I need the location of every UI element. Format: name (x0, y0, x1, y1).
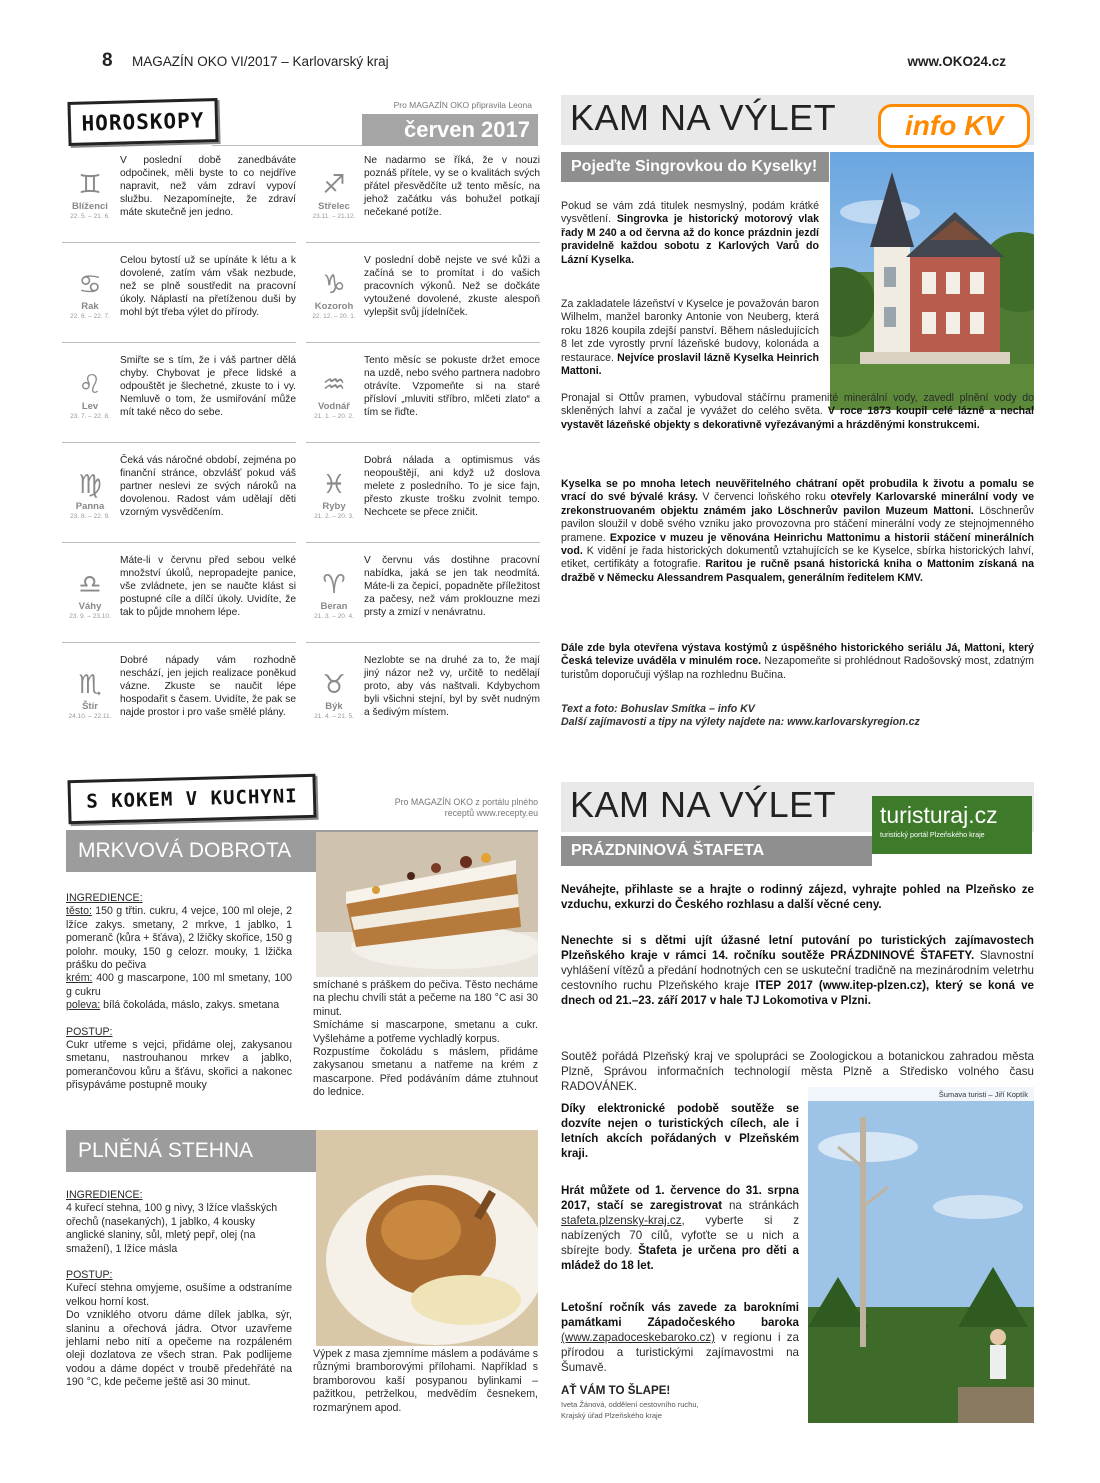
divider (306, 342, 540, 343)
kam1-paragraph-3 (561, 478, 1034, 585)
horoscope-text: V červnu vás dostihne pracovní nabídka, jaká se jen tak neodmítá. Máte-li za čepicí, popadněte příležitost za pačesy, než vám proklouzne mezi prsty a zmizí v nenávratnu. (364, 555, 540, 618)
zodiac-sign (306, 170, 362, 220)
kam2-paragraph-5 (561, 1183, 799, 1273)
recipe1-title: MRKVOVÁ DOBROTA (66, 830, 538, 872)
kam2-p1: Neváhejte, přihlaste se a hrajte o rodinný zájezd, vyhrajte pohled na Plzeňsko ze vzduchu, exkurzi do Českého rozhlasu a další věcné ceny. (561, 883, 1034, 911)
horoscope-text: Máte-li v červnu před sebou velké množství úkolů, nepropadejte panice, vše zvládnete, jen se naučte klást si postupné cíle a dílčí úkoly. Uvidíte, že tak to půjde mnohem lépe. (120, 555, 296, 618)
recipe2-postup-cont (313, 1348, 538, 1415)
zodiac-dates: 21. 2. – 20. 3. (314, 513, 354, 520)
kam2-p3: Soutěž pořádá Plzeňský kraj ve spolupráci se Zoologickou a botanickou zahradou města Plzně, Správou informačních technologií města Plzně a Středisko volného času RADOVÁNEK. (561, 1050, 1034, 1093)
kam2-p2b: Slavnostní vyhlášení vítězů a předání hodnotných cen se uskuteční tradičně na mezinárodním veletrhu cestovního ruchu Plzeňského kraje (561, 949, 1035, 992)
site-url[interactable]: www.OKO24.cz (907, 54, 1006, 69)
zodiac-dates: 21. 4. – 21. 5. (314, 713, 354, 720)
kam2-signature (561, 1399, 699, 1421)
zodiac-name: Ryby (322, 501, 346, 512)
recipe1-ingr-label: INGREDIENCE: (66, 892, 143, 904)
recipe1-testo (66, 905, 292, 972)
kyselka-villa-photo (830, 152, 1034, 410)
kam1-paragraph-2 (561, 298, 819, 378)
zodiac-name: Váhy (78, 601, 102, 612)
zodiac-sign (62, 470, 118, 520)
horoscope-text: Nezlobte se na druhé za to, že mají jiný názor než vy, určitě to nedělají proto, aby vás naštvali. Kdybychom byli všichni stejní, byl by svět nudným a šedivým místem. (364, 655, 540, 718)
stuffed-thigh-photo (316, 1130, 538, 1346)
recipe1-postup-4: Rozpustíme čokoládu s máslem, přidáme zakysanou smetanu a natřeme na krém z mascarpone. Před podáváním dáme ztuhnout do lednice. (313, 1046, 538, 1099)
scorpio-icon: ♏ (78, 670, 102, 700)
recipe1-postup-3: Smícháme si mascarpone, smetanu a cukr. Vyšleháme a potřeme vychladlý korpus. (313, 1019, 538, 1045)
divider (62, 442, 296, 443)
kam1-credit-1: Text a foto: Bohuslav Smítka – info KV (561, 703, 755, 715)
horoscope-text: Dobrá nálada a optimismus vás neopouštějí, ani když už doslova melete z posledního. To je sice fajn, přesto zkuste trošku zvolnit tempo. Nechcete se přece zničit. (364, 455, 540, 518)
page-number: 8 (102, 50, 113, 71)
recipe1-ingredients (66, 892, 292, 1093)
recipe1-postup-1: Cukr utřeme s vejci, přidáme olej, zakysanou smetanu, nastrouhanou mrkev a jablko, pomerančovou kůru a šťávu, skořici a nakonec přisypáváme postupně mouky (66, 1039, 292, 1092)
divider (306, 642, 540, 643)
zodiac-dates: 21. 3. – 20. 4. (314, 613, 354, 620)
kam2-p5a: Hrát můžete od 1. července do 31. srpna 2017, stačí se zaregistrovat (561, 1184, 799, 1212)
sagittarius-icon: ♐ (322, 170, 346, 200)
kam1-paragraph-4 (561, 642, 1034, 682)
testo-label: těsto: (66, 905, 92, 918)
kam2-p5d: , vyberte si z nabízených 70 cílů, vyfoťte se u nich a sbírejte body. (561, 1214, 799, 1257)
kam2-p6a: Letošní ročník vás zavede za barokními památkami Západočeského baroka (561, 1301, 799, 1329)
kam1-p3g: Raritou je ručně psaná historická kniha o Mattonim získaná na dražbě v Německu Alessandrem Pasqualem, generálním ředitelem KMV. (561, 558, 1035, 584)
poleva-text: bílá čokoláda, máslo, zakys. smetana (100, 999, 280, 1012)
baroko-link[interactable]: (www.zapadoceskebaroko.cz) (561, 1331, 716, 1344)
kam2-p2c: ITEP 2017 (www.itep-plzen.cz), který se koná ve dnech od 21.–23. září 2017 v hale TJ Lokomotiva v Plzni. (561, 979, 1034, 1007)
kam2-sig-1: Iveta Žánová, oddělení cestovního ruchu, (561, 1400, 699, 1409)
recipe2-title: PLNĚNÁ STEHNA (66, 1130, 538, 1172)
zodiac-name: Býk (325, 701, 343, 712)
recipe1-poleva (66, 999, 292, 1012)
kam1-p2b: Nejvíce proslavil lázně Kyselka Heinrich Mattoni. (561, 351, 819, 378)
kam2-slogan: AŤ VÁM TO ŠLAPE! (561, 1384, 671, 1397)
zodiac-name: Blíženci (72, 201, 108, 212)
zodiac-sign (62, 270, 118, 320)
leo-icon: ♌ (78, 370, 102, 400)
zodiac-sign (62, 170, 118, 220)
kam1-credit (561, 703, 1034, 730)
kam2-sig-2: Krajský úřad Plzeňského kraje (561, 1411, 662, 1420)
zodiac-name: Lev (81, 401, 99, 412)
divider (306, 442, 540, 443)
recipe2-postup-label: POSTUP: (66, 1269, 113, 1282)
zodiac-sign (62, 670, 118, 720)
kam2-subtitle: PRÁZDNINOVÁ ŠTAFETA (561, 836, 872, 866)
divider (62, 542, 296, 543)
zodiac-name: Beran (320, 601, 348, 612)
kam1-subtitle: Pojeďte Singrovkou do Kyselky! (561, 152, 829, 182)
recipe1-postup-label: POSTUP: (66, 1025, 113, 1038)
divider (212, 145, 362, 146)
zodiac-sign (62, 570, 118, 620)
kam2-paragraph-6 (561, 1300, 799, 1375)
horoscope-text: Čeká vás náročné období, zejména po finanční stránce, obzvlášť pokud váš partner neslevi ze svých nároků na dovolenou. Radost vám udělají děti vzorným vysvědčením. (120, 455, 296, 518)
zodiac-dates: 23. 8. – 22. 9. (70, 513, 110, 520)
zodiac-dates: 23.11. – 21.12. (312, 213, 356, 220)
pisces-icon: ♓ (322, 470, 346, 500)
zodiac-dates: 23. 9. – 23.10. (69, 613, 111, 620)
zodiac-dates: 24.10. – 22.11. (68, 713, 112, 720)
kam2-p5b: na stránkách (722, 1199, 799, 1212)
kam1-p3f: K vidění je řada historických dokumentů vztahujících se ke Kyselce, sbírka historických lahví, etiket, certifikáty a fotografie. (561, 545, 1034, 571)
zodiac-dates: 22. 5. – 21. 6. (70, 213, 110, 220)
sumava-photo (808, 1087, 1034, 1423)
kam1-p1b: Singrovka je historický motorový vlak řady M 240 a od června až do konce prázdnin jezdí pravidelně každou sobotu z Karlových Varů do Lázní Kyselka. (561, 213, 819, 266)
zodiac-sign (306, 270, 362, 320)
kam2-p4: Díky elektronické podobě soutěže se dozvíte nejen o turistických cílech, ale i letních akcích pořádaných v Plzeňském kraji. (561, 1102, 799, 1160)
zodiac-sign (306, 370, 362, 420)
krem-label: krém: (66, 972, 93, 985)
kam2-paragraph-2 (561, 933, 1034, 1008)
kam2-paragraph-1 (561, 882, 1034, 912)
zodiac-name: Štír (82, 701, 98, 712)
magazine-title: MAGAZÍN OKO VI/2017 – Karlovarský kraj (132, 54, 389, 69)
turisturaj-logo[interactable] (872, 796, 1032, 854)
aries-icon: ♈ (322, 570, 346, 600)
stafeta-link[interactable]: stafeta.plzensky-kraj.cz (561, 1214, 682, 1227)
divider (62, 242, 296, 243)
zodiac-dates: 23. 7. – 22. 8. (70, 413, 110, 420)
aquarius-icon: ♒ (322, 370, 346, 400)
kam1-title: KAM NA VÝLET (570, 97, 837, 138)
info-kv-logo: info KV (878, 104, 1030, 148)
divider (62, 642, 296, 643)
divider (306, 542, 540, 543)
kam1-p4b: Nezapomeňte si prohlédnout Radošovský most, zdatným turistům doporučuji výšlap na rozhlednu Bučina. (561, 655, 1035, 681)
zodiac-name: Rak (81, 301, 99, 312)
divider (62, 342, 296, 343)
kam1-credit-2[interactable]: Další zajímavosti a tipy na výlety najdete na: www.karlovarskyregion.cz (561, 716, 920, 729)
kam2-paragraph-4 (561, 1101, 799, 1161)
kam1-p3d: Löschnerův pavilon sloužil v době svého vzniku jako provozovna pro stáčení minerální vody ze stejnojmenného pramene. (561, 504, 1034, 544)
poleva-label: poleva: (66, 999, 101, 1012)
horoscope-title: HOROSKOPY (67, 98, 218, 146)
cancer-icon: ♋ (78, 270, 102, 300)
kam1-p2d: V roce 1873 koupil celé lázně a nechal vystavět lázeňské objekty s dekorativně vyřezávanými a hrázděnými konstrukcemi. (561, 405, 1034, 431)
horoscope-text: Tento měsíc se pokuste držet emoce na uzdě, nebo svého partnera nadobro otrávíte. Vzpomeňte si na staré přísloví „mluviti stříbro, mlčeti zlato“ a tím se řiďte. (364, 355, 540, 418)
recipe2-postup-3: Výpek z masa zjemníme máslem a podáváme s různými bramborovými přílohami. Například s bramborovou kaší posypanou bylinkami – pažitkou, petrželkou, medvědím česnekem, rozmarýnem apod. (313, 1348, 538, 1414)
krem-text: 400 g mascarpone, 100 ml smetany, 100 g cukru (66, 972, 292, 998)
taurus-icon: ♉ (322, 670, 346, 700)
horoscope-month: červen 2017 (362, 114, 538, 146)
zodiac-name: Panna (75, 501, 105, 512)
horoscope-text: Celou bytostí už se upínáte k létu a k dovolené, zatím vám však nezbude, než se plně soustředit na pracovní úkoly. Náplastí na přetíženou duši by mohl být třeba výlet do přírody. (120, 255, 296, 318)
zodiac-dates: 22. 12. – 20. 1. (312, 313, 356, 320)
kam2-p5e: Štafeta je určena pro děti a mládež do 18 let. (561, 1244, 799, 1272)
kam1-p4a: Dále zde byla otevřena výstava kostýmů z úspěšného historického seriálu Já, Mattoni, který Česká televize uváděla v minulém roce. (561, 642, 1034, 668)
divider (306, 242, 540, 243)
zodiac-sign (62, 370, 118, 420)
horoscope-text: V poslední době nejste ve své kůži a začíná se to promítat i do vašich pracovních výkonů. Než se dočkáte vytoužené dovolené, zkuste alespoň vylepšit svůj jídelníček. (364, 255, 540, 318)
kam1-paragraph-1 (561, 200, 819, 267)
turisturaj-logo-text: turisturaj.cz (880, 802, 998, 828)
zodiac-name: Vodnář (317, 401, 351, 412)
testo-text: 150 g třtin. cukru, 4 vejce, 100 ml oleje, 2 lžíce zakys. smetany, 2 mrkve, 1 jablko, 1 pomeranč (kůra + šťáva), 2 lžičky skořice, 150 g polohr. mouky, 150 g celozr. mouky, 1 lžička prášku do pečiva (66, 905, 292, 972)
horoscope-text: V poslední době zanedbáváte odpočinek, měli byste to co nejdříve napravit, než vám zdraví vypoví službu. Nezapomínejte, že zdraví máte skutečně jen jedno. (120, 155, 296, 218)
recipe2-ingr: 4 kuřecí stehna, 100 g nivy, 3 lžíce vlašských ořechů (nasekaných), 1 jablko, 4 kousky anglické slaniny, sůl, mletý pepř, olej (na smažení), 1 lžíce másla (66, 1202, 278, 1255)
recipe1-postup-2: smíchané s práškem do pečiva. Těsto necháme na plechu chvíli stát a pečeme na 180 °C asi 30 minut. (313, 979, 538, 1018)
kam1-p2a: Za zakladatele lázeňství v Kyselce je považován baron Wilhelm, manžel baronky Antonie von Neuberg, která roku 1826 koupila zdejší panství. Během následujících 8 let zde vyrostly první lázeňské budovy, kolonáda a restaurace. (561, 298, 819, 364)
kam1-p1a: Pokud se vám zdá titulek nesmyslný, podám krátké vysvětlení. (561, 200, 819, 226)
kitchen-source: Pro MAGAZÍN OKO z portálu plného receptů www.recepty.eu (394, 797, 538, 818)
recipe1-postup-cont (313, 979, 538, 1100)
recipe1-krem (66, 972, 292, 999)
recipe2-postup-1: Kuřecí stehna omyjeme, osušíme a odstraníme velkou horní kost. (66, 1282, 292, 1308)
kam1-p3b: V červenci loňského roku (697, 491, 831, 504)
kam2-p2a: Nenechte si s dětmi ujít úžasné letní putování po turistických zajímavostech Plzeňského kraje v rámci 14. ročníku soutěže PRÁZDNINOVÉ ŠTAFETY. (561, 934, 1034, 962)
horoscope-text: Dobré nápady vám rozhodně neschází, jen jejich realizace poněkud vázne. Zkuste se naučit lépe hospodařit s časem. Uvidíte, že pak se najde prostor i pro vaše smělé plány. (120, 655, 296, 718)
kam2-p6c: v regionu i za přírodou a turistickými zajímavostmi na Šumavě. (561, 1331, 799, 1374)
zodiac-name: Střelec (318, 201, 350, 212)
horoscope-author: Pro MAGAZÍN OKO připravila Leona (393, 100, 532, 110)
recipe2-ingredients (66, 1189, 292, 1390)
recipe2-ingr-label: INGREDIENCE: (66, 1189, 143, 1201)
gemini-icon: ♊ (78, 170, 102, 200)
zodiac-sign (306, 470, 362, 520)
zodiac-dates: 22. 6. – 22. 7. (70, 313, 110, 320)
kam1-p3a: Kyselka se po mnoha letech neuvěřitelného chátraní opět probudila k životu a pomalu se vrací do své bývalé krásy. (561, 478, 1034, 504)
virgo-icon: ♍ (78, 470, 102, 500)
horoscope-text: Ne nadarmo se říká, že v nouzi poznáš přítele, vy se o kvalitách svých přátel přesvědčíte už tento měsíc, na jehož začátku vás bohužel potkají nečekané potíže. (364, 155, 540, 218)
kam1-p3e: Expozice v muzeu je věnována Heinrichu Mattonimu a historii stáčení minerálních vod. (561, 531, 1034, 558)
horoscope-text: Smiřte se s tím, že i váš partner dělá chyby. Chybovat je přece lidské a odpouštět je šlechetné, zkuste to i vy. Nemluvě o tom, že usmiřování může mít také něco do sebe. (120, 355, 296, 418)
kitchen-title: S KOKEM V KUCHYNI (67, 774, 316, 824)
photo-caption: Šumava turisti – Jiří Koptík (938, 1090, 1028, 1099)
libra-icon: ♎ (78, 570, 102, 600)
zodiac-sign (306, 670, 362, 720)
zodiac-sign (306, 570, 362, 620)
kam1-p3c: otevřely Karlovarské minerální vody ve zrekonstruovaném objektu známém jako Löschnerův pavilon Muzeum Mattoni. (561, 491, 1034, 517)
turisturaj-logo-sub: turistický portál Plzeňského kraje (880, 830, 985, 839)
kam1-paragraph-2-cont (561, 392, 1034, 432)
recipe2-postup-2: Do vzniklého otvoru dáme dílek jablka, sýr, slaninu a ořechová jádra. Otvor uzavřeme jehlami nebo nití a opečeme na rozpáleném oleji dozlatova ze všech stran. Pak podlijeme vodou a dáme dopéct v troubě předehřáté na 190 °C, kde pečeme ještě asi 30 minut. (66, 1309, 292, 1389)
kam1-p2c: Pronajal si Ottův pramen, vybudoval stáčírnu pramenité minerální vody, zavedl plnění vody do skleněných lahví a začal je vyvážet do celého světa. (561, 392, 1034, 418)
zodiac-name: Kozoroh (314, 301, 354, 312)
kam2-title: KAM NA VÝLET (570, 784, 837, 825)
carrot-cake-photo (316, 832, 538, 977)
zodiac-dates: 21. 1. – 20. 2. (314, 413, 354, 420)
capricorn-icon: ♑ (322, 270, 346, 300)
